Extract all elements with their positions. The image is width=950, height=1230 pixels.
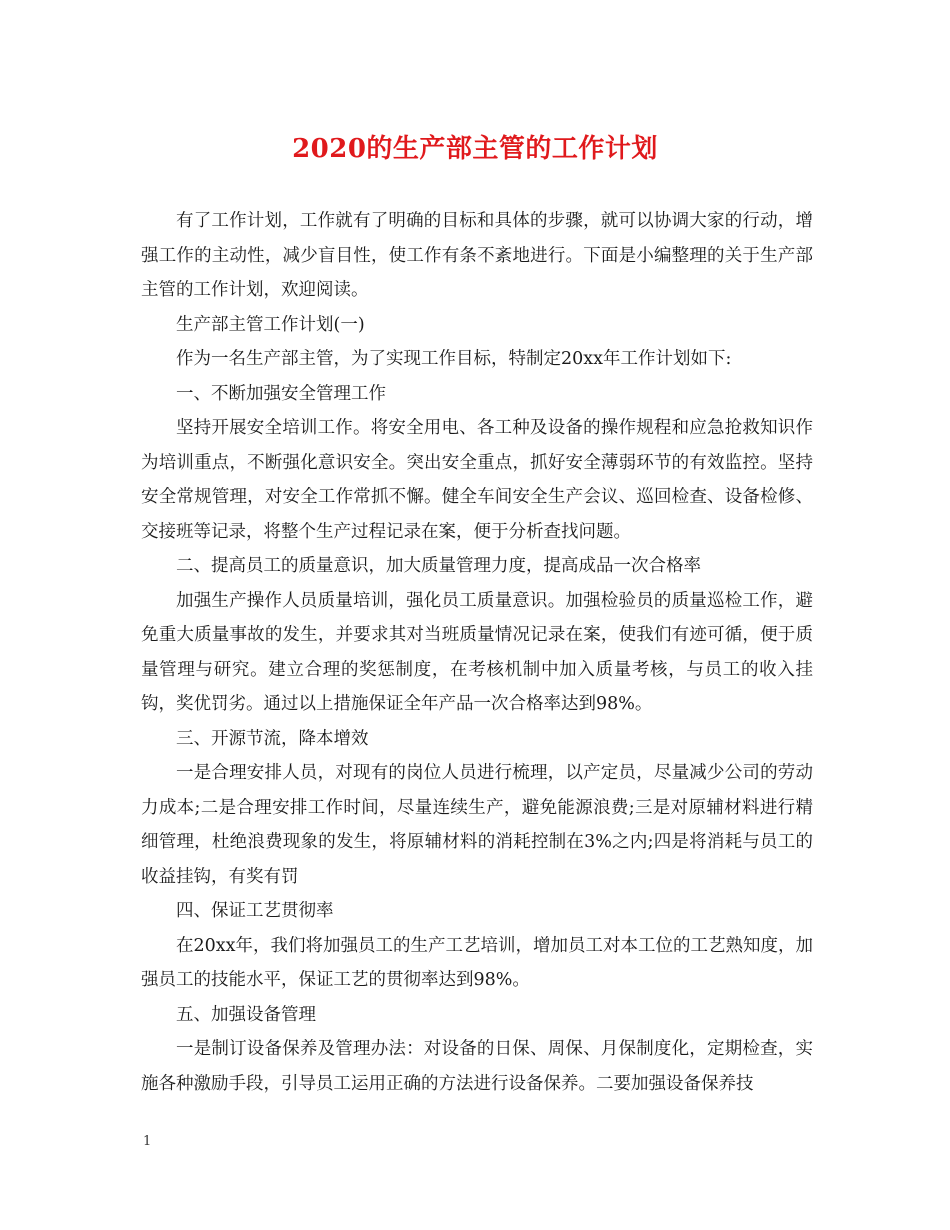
quality-paragraph: 加强生产操作人员质量培训，强化员工质量意识。加强检验员的质量巡检工作，避免重大质量事故的发生，并要求其对当班质量情况记录在案，使我们有迹可循，便于质量管理与研究。建立合理的奖惩制度，在考核机制中加入质量考核，与员工的收入挂钩，奖优罚劣。通过以上措施保证全年产品一次合格率达到98%。 [141,590,813,714]
section-heading-quality: 二、提高员工的质量意识，加大质量管理力度，提高成品一次合格率 [176,556,701,576]
cost-paragraph: 一是合理安排人员，对现有的岗位人员进行梳理，以产定员，尽量减少公司的劳动力成本;二是合理安排工作时间，尽量连续生产，避免能源浪费;三是对原辅材料进行精细管理，杜绝浪费现象的发生，将原辅材料的消耗控制在3%之内;四是将消耗与员工的收益挂钩，有奖有罚 [141,763,813,887]
equipment-paragraph: 一是制订设备保养及管理办法：对设备的日保、周保、月保制度化，定期检查，实施各种激励手段，引导员工运用正确的方法进行设备保养。二要加强设备保养技 [141,1039,813,1094]
safety-paragraph: 坚持开展安全培训工作。将安全用电、各工种及设备的操作规程和应急抢救知识作为培训重点，不断强化意识安全。突出安全重点，抓好安全薄弱环节的有效监控。坚持安全常规管理，对安全工作常抓不懈。健全车间安全生产会议、巡回检查、设备检修、交接班等记录，将整个生产过程记录在案，便于分析查找问题。 [141,418,813,542]
section-heading-process: 四、保证工艺贯彻率 [176,901,334,921]
document-body [141,204,813,1101]
document-title: 2020的生产部主管的工作计划 [292,134,658,164]
section-heading-equipment: 五、加强设备管理 [176,1004,316,1025]
section-heading-safety: 一、不断加强安全管理工作 [176,383,386,404]
intro-paragraph: 有了工作计划，工作就有了明确的目标和具体的步骤，就可以协调大家的行动，增强工作的主动性，减少盲目性，使工作有条不紊地进行。下面是小编整理的关于生产部主管的工作计划，欢迎阅读。 [141,211,813,300]
page-number: 1 [143,1134,152,1149]
section-heading-cost: 三、开源节流，降本增效 [176,728,369,749]
plan-intro-paragraph: 作为一名生产部主管，为了实现工作目标，特制定20xx年工作计划如下: [176,349,732,369]
section-heading-plan-one: 生产部主管工作计划(一) [176,314,365,335]
process-paragraph: 在20xx年，我们将加强员工的生产工艺培训，增加员工对本工位的工艺熟知度，加强员工的技能水平，保证工艺的贯彻率达到98%。 [141,935,814,990]
